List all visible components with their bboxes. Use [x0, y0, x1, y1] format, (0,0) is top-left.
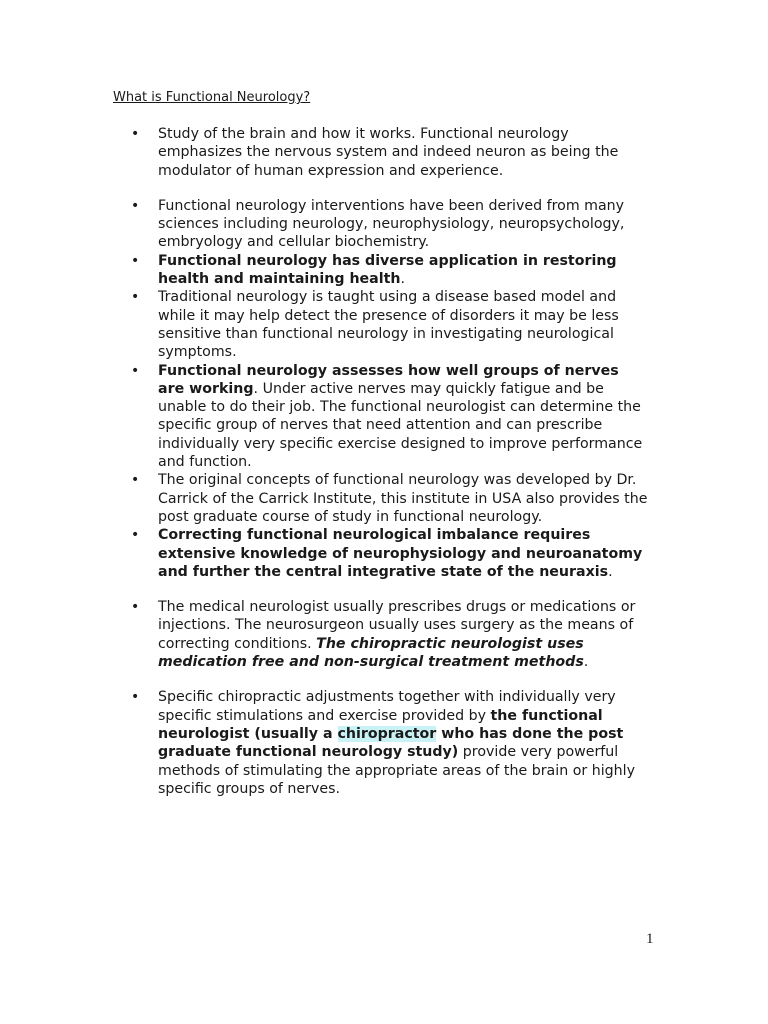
list-item: [128, 362, 648, 472]
bullet-icon: •: [131, 362, 140, 379]
item-bold-text: Correcting functional neurological imbalance requires extensive knowledge of neurophysiology and neuroanatomy and further the central integrative state of the neuraxis: [158, 527, 643, 580]
bullet-icon: •: [131, 252, 140, 269]
item-text: . Under active nerves may quickly fatigue and be unable to do their job. The functional neurologist can determine the specific group of nerves that need attention and can prescribe individually very specific exercise designed to improve performance and function.: [158, 380, 643, 471]
item-text: Specific chiropractic adjustments together with individually very specific stimulations and exercise provided by: [158, 689, 616, 724]
item-text: Study of the brain and how it works. Functional neurology emphasizes the nervous system and indeed neuron as being the modulator of human expression and experience.: [158, 126, 619, 179]
bullet-icon: •: [131, 599, 140, 616]
item-bold-text: who has done the post graduate functional neurology study): [158, 725, 624, 761]
document-title: What is Functional Neurology?: [113, 90, 311, 105]
list-item: [128, 288, 648, 361]
list-item: [128, 125, 648, 180]
item-bold-italic-text: The chiropractic neurologist uses medication free and non-surgical treatment methods: [158, 635, 584, 671]
bullet-icon: •: [131, 289, 140, 306]
bullet-icon: •: [131, 527, 140, 544]
item-text: Traditional neurology is taught using a disease based model and while it may help detect the presence of disorders it may be less sensitive than functional neurology in investigating neurological symptoms.: [158, 289, 619, 361]
item-text: The medical neurologist usually prescribes drugs or medications or injections. The neurosurgeon usually uses surgery as the means of correcting conditions.: [158, 599, 636, 652]
page-number: 1: [646, 931, 654, 947]
bullet-icon: •: [131, 689, 140, 706]
bullet-icon: •: [131, 126, 140, 142]
item-text: .: [608, 563, 613, 580]
item-text: .: [400, 271, 406, 288]
list-item: [128, 598, 648, 671]
item-bold-text: Functional neurology has diverse application in restoring health and maintaining health: [158, 252, 617, 288]
item-text: Functional neurology interventions have been derived from many sciences including neurology, neurophysiology, neuropsychology, embryology and cellular biochemistry.: [158, 197, 625, 251]
list-item: [128, 197, 648, 252]
bullet-icon: •: [131, 472, 140, 489]
list-item: [128, 471, 648, 526]
bullet-icon: •: [131, 197, 140, 214]
list-item: [128, 688, 648, 798]
list-item: [128, 252, 648, 289]
highlighted-word: chiropractor: [337, 725, 437, 742]
list-item: [128, 526, 648, 581]
item-text: .: [583, 654, 589, 671]
item-bold-text: the functional neurologist (usually a: [158, 707, 603, 742]
item-bold-text: Functional neurology assesses how well groups of nerves are working: [158, 362, 619, 397]
bullet-list: [128, 125, 648, 798]
item-text: provide very powerful methods of stimulating the appropriate areas of the brain or highly specific groups of nerves.: [158, 744, 635, 797]
item-text: The original concepts of functional neurology was developed by Dr. Carrick of the Carrick Institute, this institute in USA also provides the post graduate course of study in functional neurology.: [158, 472, 648, 525]
